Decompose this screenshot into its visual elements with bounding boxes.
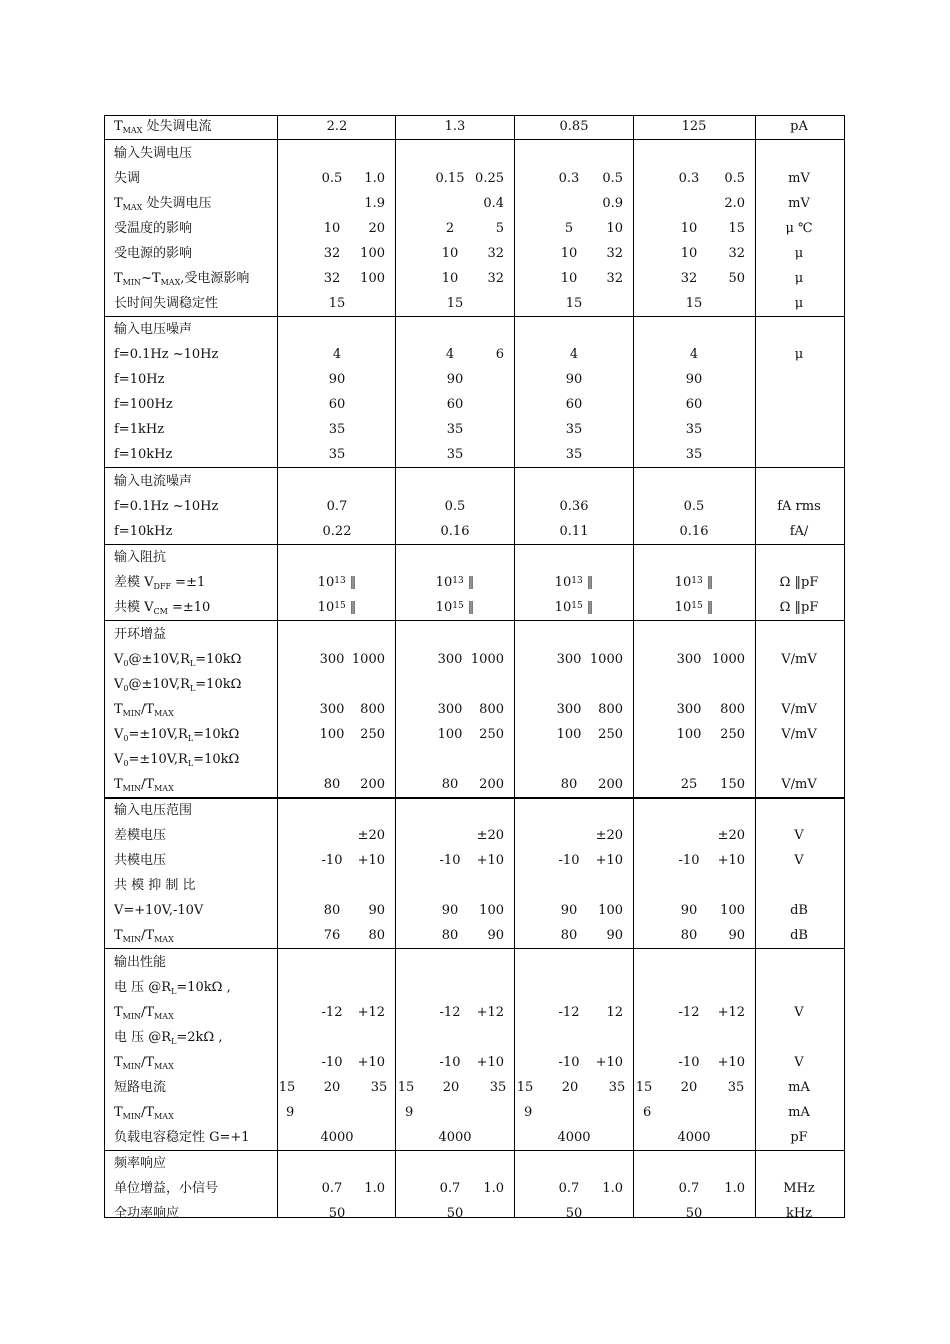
cell-value: 15 bbox=[685, 296, 703, 311]
cell-max: 800 bbox=[720, 702, 745, 717]
row-label: 负载电容稳定性 G=+1 bbox=[114, 1130, 250, 1145]
cell-min: -10 bbox=[558, 853, 580, 868]
cell-max: +10 bbox=[476, 1055, 504, 1070]
cell-unit: V bbox=[794, 828, 804, 843]
cell-max: 1.9 bbox=[364, 196, 385, 211]
cell-value: 15 bbox=[328, 296, 346, 311]
cell-max: 250 bbox=[598, 727, 623, 742]
cell-value: $10^{13}$ ‖ bbox=[554, 575, 594, 590]
row-label: $T_{MIN}\sim T_{MAX}$,受电源影响 bbox=[114, 271, 250, 287]
cell-min: 80 bbox=[441, 777, 459, 792]
cell-value: 0.36 bbox=[559, 499, 589, 514]
spec-table bbox=[104, 115, 845, 1221]
cell-value: 50 bbox=[328, 1206, 346, 1221]
row-label: 受温度的影响 bbox=[114, 221, 193, 236]
cell-min: 300 bbox=[437, 702, 463, 717]
row-label: 短路电流 bbox=[114, 1080, 167, 1095]
cell-unit: mA bbox=[788, 1080, 810, 1095]
cell-max: 90 bbox=[487, 928, 504, 943]
cell-unit: Ω ‖pF bbox=[779, 575, 819, 590]
section-heading: 频率响应 bbox=[114, 1156, 167, 1171]
row-label: 共模电压 bbox=[114, 853, 167, 868]
cell-max: 0.5 bbox=[724, 171, 745, 186]
row-label: 共模 $V_{CM} =\pm 10$ bbox=[114, 600, 211, 616]
row-label: $T_{MIN}/T_{MAX}$ bbox=[114, 702, 174, 718]
cell-min: 2 bbox=[445, 221, 455, 236]
cell-value: 90 bbox=[565, 372, 583, 387]
cell-max: 800 bbox=[479, 702, 504, 717]
cell-max: 32 bbox=[606, 271, 623, 286]
cell-value: 0.16 bbox=[679, 524, 709, 539]
cell-value: 4000 bbox=[320, 1130, 354, 1145]
cell-value: 35 bbox=[446, 422, 464, 437]
cell-value: 0.16 bbox=[440, 524, 470, 539]
cell-min: 10 bbox=[441, 246, 459, 261]
cell-min: 100 bbox=[437, 727, 463, 742]
cell-value: 20 bbox=[323, 1080, 341, 1095]
cell-min: 0.3 bbox=[558, 171, 580, 186]
cell-min: 80 bbox=[680, 928, 698, 943]
cell-min: 80 bbox=[560, 928, 578, 943]
cell-value: 15 bbox=[278, 1080, 296, 1095]
row-label: f=100Hz bbox=[114, 397, 173, 412]
cell-min: 10 bbox=[560, 246, 578, 261]
cell-value: $10^{13}$ ‖ bbox=[674, 575, 714, 590]
cell-max: 100 bbox=[598, 903, 623, 918]
cell-value: 15 bbox=[516, 1080, 534, 1095]
cell-value: 35 bbox=[328, 447, 346, 462]
row-label: f=10kHz bbox=[114, 524, 173, 539]
row-label: 单位增益，小信号 bbox=[114, 1181, 219, 1196]
section-divider bbox=[105, 544, 844, 545]
cell-max: 100 bbox=[720, 903, 745, 918]
cell-max: 12 bbox=[606, 1005, 623, 1020]
cell-value: $10^{13}$ ‖ bbox=[435, 575, 475, 590]
cell-value: 35 bbox=[685, 447, 703, 462]
cell-value: 35 bbox=[370, 1080, 388, 1095]
cell-value: 1.3 bbox=[444, 119, 466, 134]
cell-unit: MHz bbox=[783, 1181, 815, 1196]
row-label: $V_0@\pm 10V,R_L=10k\Omega$ bbox=[114, 652, 242, 668]
cell-max: 0.5 bbox=[602, 171, 623, 186]
cell-unit: μ bbox=[794, 296, 804, 311]
cell-value: 60 bbox=[685, 397, 703, 412]
row-label: 电 压 $@R_L=10k\Omega$ , bbox=[114, 980, 231, 996]
cell-value: 4000 bbox=[557, 1130, 591, 1145]
row-label: 共 模 抑 制 比 bbox=[114, 878, 196, 893]
cell-value: 9 bbox=[524, 1105, 533, 1120]
cell-max: 6 bbox=[495, 347, 504, 362]
cell-max: +10 bbox=[595, 853, 623, 868]
row-label: $V_0=\pm 10V,R_L=10k\Omega$ bbox=[114, 752, 240, 768]
cell-max: 32 bbox=[487, 271, 504, 286]
row-label: 差模 $V_{DFF} =\pm 1$ bbox=[114, 575, 206, 591]
row-label: $T_{MIN}/T_{MAX}$ bbox=[114, 1055, 174, 1071]
cell-min: -10 bbox=[439, 853, 461, 868]
cell-max: 5 bbox=[495, 221, 504, 236]
cell-min: 100 bbox=[676, 727, 702, 742]
cell-max: 90 bbox=[728, 928, 745, 943]
cell-max: +10 bbox=[357, 1055, 385, 1070]
cell-max: 15 bbox=[728, 221, 745, 236]
cell-unit: V bbox=[794, 1005, 804, 1020]
cell-unit: mA bbox=[788, 1105, 810, 1120]
cell-value: 0.85 bbox=[559, 119, 589, 134]
cell-value: 0.5 bbox=[444, 499, 466, 514]
cell-max: 100 bbox=[360, 246, 385, 261]
cell-min: 90 bbox=[560, 903, 578, 918]
cell-unit: V/mV bbox=[781, 777, 817, 792]
cell-value: 9 bbox=[405, 1105, 414, 1120]
cell-value: 35 bbox=[608, 1080, 626, 1095]
cell-min: 100 bbox=[556, 727, 582, 742]
cell-value: 60 bbox=[565, 397, 583, 412]
cell-value: 90 bbox=[328, 372, 346, 387]
row-label: f=1kHz bbox=[114, 422, 165, 437]
cell-max: +10 bbox=[717, 1055, 745, 1070]
cell-min: 0.7 bbox=[439, 1181, 461, 1196]
row-label: $T_{MAX}$ 处失调电流 bbox=[114, 119, 212, 135]
cell-max: 250 bbox=[360, 727, 385, 742]
cell-value: 0.7 bbox=[326, 499, 348, 514]
column-divider bbox=[514, 116, 515, 1217]
cell-min: -10 bbox=[678, 1055, 700, 1070]
row-label: 失调 bbox=[114, 171, 141, 186]
cell-unit: Ω ‖pF bbox=[779, 600, 819, 615]
cell-min: 0.3 bbox=[678, 171, 700, 186]
cell-value: 50 bbox=[565, 1206, 583, 1221]
cell-value: 4000 bbox=[438, 1130, 472, 1145]
cell-value: 4 bbox=[689, 347, 699, 362]
cell-min: -12 bbox=[558, 1005, 580, 1020]
cell-min: 300 bbox=[676, 702, 702, 717]
row-label: V=+10V,-10V bbox=[114, 903, 204, 918]
section-divider bbox=[105, 139, 844, 140]
cell-max: +12 bbox=[476, 1005, 504, 1020]
cell-max: 10 bbox=[606, 221, 623, 236]
cell-value: 0.22 bbox=[322, 524, 352, 539]
cell-max: 800 bbox=[598, 702, 623, 717]
cell-min: 90 bbox=[441, 903, 459, 918]
cell-value: 35 bbox=[685, 422, 703, 437]
cell-min: 0.5 bbox=[321, 171, 343, 186]
cell-max: 80 bbox=[368, 928, 385, 943]
cell-min: 10 bbox=[680, 221, 698, 236]
cell-value: 15 bbox=[397, 1080, 415, 1095]
cell-min: 300 bbox=[319, 652, 345, 667]
row-label: 全功率响应 bbox=[114, 1206, 180, 1221]
cell-max: 1000 bbox=[711, 652, 745, 667]
section-heading: 输入电流噪声 bbox=[114, 474, 193, 489]
cell-min: 300 bbox=[556, 702, 582, 717]
cell-min: -10 bbox=[678, 853, 700, 868]
cell-unit: mV bbox=[788, 196, 810, 211]
cell-min: 5 bbox=[564, 221, 574, 236]
cell-value: 20 bbox=[680, 1080, 698, 1095]
cell-unit: V/mV bbox=[781, 727, 817, 742]
cell-min: 300 bbox=[319, 702, 345, 717]
cell-value: 35 bbox=[565, 447, 583, 462]
cell-unit: V/mV bbox=[781, 702, 817, 717]
cell-min: 0.15 bbox=[435, 171, 465, 186]
column-divider bbox=[395, 116, 396, 1217]
cell-max: 1.0 bbox=[364, 171, 385, 186]
row-label: $T_{MIN}/T_{MAX}$ bbox=[114, 777, 174, 793]
section-divider bbox=[105, 948, 844, 949]
cell-value: 15 bbox=[635, 1080, 653, 1095]
cell-max: +10 bbox=[476, 853, 504, 868]
cell-value: 4000 bbox=[677, 1130, 711, 1145]
cell-min: 32 bbox=[323, 246, 341, 261]
cell-max: 250 bbox=[720, 727, 745, 742]
cell-value: 4 bbox=[332, 347, 342, 362]
cell-min: -10 bbox=[558, 1055, 580, 1070]
cell-value: $10^{15}$ ‖ bbox=[435, 600, 475, 615]
cell-min: 76 bbox=[323, 928, 341, 943]
cell-max: 200 bbox=[360, 777, 385, 792]
cell-max: 1.0 bbox=[724, 1181, 745, 1196]
cell-value: 0.5 bbox=[683, 499, 705, 514]
cell-value: 90 bbox=[685, 372, 703, 387]
cell-value: 125 bbox=[681, 119, 707, 134]
section-divider bbox=[105, 316, 844, 317]
cell-value: 20 bbox=[561, 1080, 579, 1095]
cell-min: 10 bbox=[560, 271, 578, 286]
cell-min: 100 bbox=[319, 727, 345, 742]
cell-value: 15 bbox=[446, 296, 464, 311]
cell-value: 9 bbox=[286, 1105, 295, 1120]
cell-max: ±20 bbox=[595, 828, 623, 843]
row-label: $T_{MIN}/T_{MAX}$ bbox=[114, 1105, 174, 1121]
row-label: $T_{MIN}/T_{MAX}$ bbox=[114, 1005, 174, 1021]
cell-unit: μ bbox=[794, 246, 804, 261]
cell-max: ±20 bbox=[476, 828, 504, 843]
cell-min: 0.7 bbox=[558, 1181, 580, 1196]
cell-min: 300 bbox=[556, 652, 582, 667]
cell-min: 32 bbox=[680, 271, 698, 286]
cell-max: 0.4 bbox=[483, 196, 504, 211]
cell-value: 15 bbox=[565, 296, 583, 311]
cell-unit: pF bbox=[790, 1130, 808, 1145]
cell-max: 100 bbox=[479, 903, 504, 918]
cell-min: 80 bbox=[441, 928, 459, 943]
cell-max: 50 bbox=[728, 271, 745, 286]
cell-value: 35 bbox=[727, 1080, 745, 1095]
cell-max: 1.0 bbox=[483, 1181, 504, 1196]
cell-max: 0.25 bbox=[475, 171, 504, 186]
cell-max: 250 bbox=[479, 727, 504, 742]
cell-unit: pA bbox=[790, 119, 808, 134]
cell-value: $10^{15}$ ‖ bbox=[317, 600, 357, 615]
cell-value: 2.2 bbox=[326, 119, 348, 134]
cell-min: 0.7 bbox=[678, 1181, 700, 1196]
section-heading: 输出性能 bbox=[114, 955, 167, 970]
cell-value: $10^{15}$ ‖ bbox=[674, 600, 714, 615]
cell-max: 200 bbox=[479, 777, 504, 792]
row-label: 差模电压 bbox=[114, 828, 167, 843]
cell-unit: dB bbox=[790, 928, 808, 943]
cell-max: 200 bbox=[598, 777, 623, 792]
cell-min: 10 bbox=[323, 221, 341, 236]
cell-value: 35 bbox=[446, 447, 464, 462]
row-label: f=0.1Hz ~10Hz bbox=[114, 499, 219, 514]
cell-value: 35 bbox=[328, 422, 346, 437]
cell-unit: fA rms bbox=[777, 499, 821, 514]
section-heading: 输入阻抗 bbox=[114, 550, 167, 565]
cell-max: +10 bbox=[595, 1055, 623, 1070]
cell-value: 6 bbox=[643, 1105, 652, 1120]
section-heading: 开环增益 bbox=[114, 627, 167, 642]
row-label: f=10kHz bbox=[114, 447, 173, 462]
cell-value: 50 bbox=[446, 1206, 464, 1221]
cell-unit: μ ℃ bbox=[785, 221, 813, 236]
section-heading: 输入失调电压 bbox=[114, 146, 193, 161]
cell-max: 150 bbox=[720, 777, 745, 792]
cell-max: +10 bbox=[717, 853, 745, 868]
cell-unit: μ bbox=[794, 347, 804, 362]
cell-max: 0.9 bbox=[602, 196, 623, 211]
cell-max: 100 bbox=[360, 271, 385, 286]
cell-max: 32 bbox=[728, 246, 745, 261]
cell-max: 1000 bbox=[351, 652, 385, 667]
column-divider bbox=[277, 116, 278, 1217]
section-divider bbox=[105, 797, 844, 799]
cell-min: -10 bbox=[439, 1055, 461, 1070]
cell-min: 4 bbox=[445, 347, 455, 362]
cell-unit: μ bbox=[794, 271, 804, 286]
section-divider bbox=[105, 1150, 844, 1151]
cell-max: 20 bbox=[368, 221, 385, 236]
cell-min: -10 bbox=[321, 1055, 343, 1070]
cell-max: 800 bbox=[360, 702, 385, 717]
cell-max: ±20 bbox=[357, 828, 385, 843]
cell-max: 1.0 bbox=[364, 1181, 385, 1196]
cell-unit: dB bbox=[790, 903, 808, 918]
cell-unit: mV bbox=[788, 171, 810, 186]
cell-min: 80 bbox=[323, 777, 341, 792]
cell-max: 1.0 bbox=[602, 1181, 623, 1196]
section-heading: 输入电压噪声 bbox=[114, 322, 193, 337]
row-label: 受电源的影响 bbox=[114, 246, 193, 261]
cell-value: 60 bbox=[446, 397, 464, 412]
row-label: $V_0@\pm 10V,R_L=10k\Omega$ bbox=[114, 677, 242, 693]
cell-unit: V bbox=[794, 853, 804, 868]
cell-value: 20 bbox=[442, 1080, 460, 1095]
cell-value: 50 bbox=[685, 1206, 703, 1221]
cell-value: $10^{15}$ ‖ bbox=[554, 600, 594, 615]
cell-min: 10 bbox=[680, 246, 698, 261]
cell-value: 0.11 bbox=[559, 524, 589, 539]
cell-max: 32 bbox=[606, 246, 623, 261]
section-divider bbox=[105, 620, 844, 621]
row-label: $V_0=\pm 10V,R_L=10k\Omega$ bbox=[114, 727, 240, 743]
cell-max: 1000 bbox=[589, 652, 623, 667]
column-divider bbox=[755, 116, 756, 1217]
section-divider bbox=[105, 467, 844, 468]
cell-max: ±20 bbox=[717, 828, 745, 843]
cell-value: 4 bbox=[569, 347, 579, 362]
row-label: f=0.1Hz ~10Hz bbox=[114, 347, 219, 362]
cell-max: 32 bbox=[487, 246, 504, 261]
cell-max: 1000 bbox=[470, 652, 504, 667]
cell-max: 2.0 bbox=[724, 196, 745, 211]
cell-max: +12 bbox=[357, 1005, 385, 1020]
cell-min: 80 bbox=[323, 903, 341, 918]
cell-value: 35 bbox=[565, 422, 583, 437]
cell-min: 300 bbox=[437, 652, 463, 667]
section-heading: 输入电压范围 bbox=[114, 803, 193, 818]
cell-value: 60 bbox=[328, 397, 346, 412]
column-divider bbox=[633, 116, 634, 1217]
row-label: $T_{MIN}/T_{MAX}$ bbox=[114, 928, 174, 944]
cell-min: -12 bbox=[678, 1005, 700, 1020]
row-label: 电 压 $@R_L=2k\Omega$ , bbox=[114, 1030, 223, 1046]
cell-min: 10 bbox=[441, 271, 459, 286]
cell-value: 35 bbox=[489, 1080, 507, 1095]
cell-max: 90 bbox=[606, 928, 623, 943]
cell-min: 25 bbox=[680, 777, 698, 792]
cell-unit: V/mV bbox=[781, 652, 817, 667]
cell-max: +12 bbox=[717, 1005, 745, 1020]
cell-min: 32 bbox=[323, 271, 341, 286]
cell-min: 90 bbox=[680, 903, 698, 918]
cell-min: 300 bbox=[676, 652, 702, 667]
row-label: $T_{MAX}$ 处失调电压 bbox=[114, 196, 212, 212]
cell-unit: V bbox=[794, 1055, 804, 1070]
cell-unit: fA/ bbox=[789, 524, 809, 539]
cell-min: 80 bbox=[560, 777, 578, 792]
row-label: 长时间失调稳定性 bbox=[114, 296, 219, 311]
cell-min: -12 bbox=[439, 1005, 461, 1020]
row-label: f=10Hz bbox=[114, 372, 165, 387]
cell-max: 90 bbox=[368, 903, 385, 918]
cell-min: -12 bbox=[321, 1005, 343, 1020]
cell-min: 0.7 bbox=[321, 1181, 343, 1196]
cell-unit: kHz bbox=[785, 1206, 813, 1221]
cell-min: -10 bbox=[321, 853, 343, 868]
cell-max: +10 bbox=[357, 853, 385, 868]
cell-value: 90 bbox=[446, 372, 464, 387]
cell-value: $10^{13}$ ‖ bbox=[317, 575, 357, 590]
